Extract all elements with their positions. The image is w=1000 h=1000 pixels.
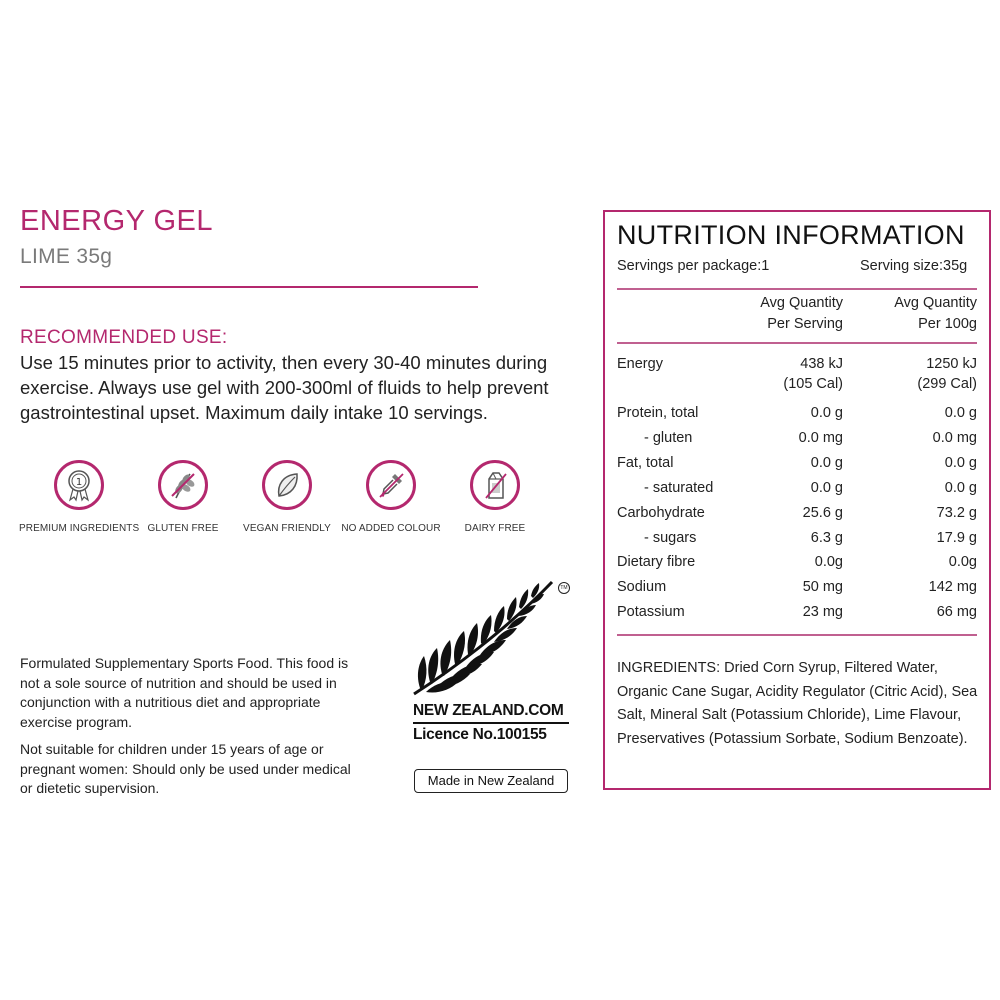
- leaf-icon: [262, 460, 312, 510]
- nutrient-label: Energy: [617, 356, 663, 372]
- title-divider: [20, 286, 478, 288]
- nutrient-label: - gluten: [644, 430, 693, 446]
- per-100g-value: 0.0 g: [944, 480, 977, 496]
- nutrition-divider: [617, 342, 977, 344]
- table-row: [617, 455, 977, 479]
- badge-label: PREMIUM INGREDIENTS: [19, 523, 140, 534]
- ribbon-award-icon: [54, 460, 104, 510]
- nutrient-label: Sodium: [617, 579, 667, 595]
- per-serving-value: 50 mg: [802, 579, 843, 595]
- nutrient-label: Carbohydrate: [617, 505, 705, 521]
- milk-carton-icon: [470, 460, 520, 510]
- ingredients-list: INGREDIENTS: Dried Corn Syrup, Filtered Water, Organic Cane Sugar, Acidity Regulator (Citric Acid), Sea Salt, Mineral Salt (Potassium Chloride), Lime Flavour, Preservatives (Potassium Sorbate, Sodium Benzoate).: [617, 660, 978, 747]
- per-serving-value: 0.0 g: [810, 405, 843, 421]
- per-serving-value: 25.6 g: [802, 505, 843, 521]
- badge-vegan-friendly: [227, 460, 347, 534]
- disclaimer-supplementary-food: Formulated Supplementary Sports Food. This food is not a sole source of nutrition and should be used in conjunction with a nutritious diet and appropriate exercise program.: [20, 655, 349, 730]
- per-100g-value: 0.0g: [948, 554, 977, 570]
- per-100g-value: 0.0 g: [944, 455, 977, 471]
- nz-divider: [413, 722, 569, 724]
- servings-per-package: Servings per package:1: [617, 258, 770, 274]
- product-title: ENERGY GEL: [20, 205, 214, 237]
- nutrition-divider: [617, 288, 977, 290]
- badge-label: DAIRY FREE: [464, 523, 526, 534]
- per-100g-value: 73.2 g: [936, 505, 977, 521]
- column-header-per-100g: [860, 293, 977, 335]
- per-serving-value: 6.3 g: [810, 530, 843, 546]
- dropper-icon: [366, 460, 416, 510]
- nz-brand-text: NEW ZEALAND.COM: [413, 702, 564, 719]
- nutrient-label: Potassium: [617, 604, 685, 620]
- per-100g-value: 1250 kJ: [926, 356, 977, 372]
- product-subtitle: LIME 35g: [20, 245, 113, 268]
- serving-size: Serving size:35g: [860, 258, 968, 274]
- per-serving-value: 0.0 g: [810, 455, 843, 471]
- table-row: [617, 405, 977, 429]
- recommended-use-text: Use 15 minutes prior to activity, then every 30-40 minutes during exercise. Always use gel with 200-300ml of fluids to help prevent gastrointestinal upset. Maximum daily intake 10 servings.: [20, 352, 549, 423]
- per-100g-value: 142 mg: [928, 579, 977, 595]
- per-100g-value: 0.0 mg: [932, 430, 977, 446]
- badge-no-added-colour: [331, 460, 451, 534]
- nutrient-label: Protein, total: [617, 405, 699, 421]
- nutrient-label: Dietary fibre: [617, 554, 696, 570]
- column-header-line: Per 100g: [918, 316, 977, 332]
- nutrition-divider: [617, 634, 977, 636]
- per-100g-value: 0.0 g: [944, 405, 977, 421]
- table-row: [617, 604, 977, 628]
- per-serving-value-secondary: (105 Cal): [783, 376, 843, 392]
- badge-label: VEGAN FRIENDLY: [243, 523, 331, 534]
- table-row: [617, 530, 977, 554]
- made-in-badge: Made in New Zealand: [414, 769, 568, 793]
- table-row: [617, 579, 977, 603]
- nutrient-label: - saturated: [644, 480, 714, 496]
- column-header-line: Avg Quantity: [760, 295, 843, 311]
- per-serving-value: 0.0 g: [810, 480, 843, 496]
- svg-text:1: 1: [75, 477, 83, 488]
- nutrient-label: - sugars: [644, 530, 697, 546]
- wheat-icon: [158, 460, 208, 510]
- column-header-per-serving: [730, 293, 843, 335]
- table-row: [617, 430, 977, 454]
- per-serving-value: 0.0g: [814, 554, 843, 570]
- badge-label: GLUTEN FREE: [147, 523, 219, 534]
- column-header-line: Avg Quantity: [894, 295, 977, 311]
- per-100g-value-secondary: (299 Cal): [917, 376, 977, 392]
- table-row: [617, 554, 977, 578]
- recommended-use-heading: RECOMMENDED USE:: [20, 327, 228, 348]
- table-row: [617, 505, 977, 529]
- badge-premium-ingredients: [19, 460, 139, 534]
- nz-licence-number: Licence No.100155: [413, 726, 547, 743]
- badge-gluten-free: [123, 460, 243, 534]
- table-row: [617, 480, 977, 504]
- per-serving-value: 0.0 mg: [798, 430, 843, 446]
- per-serving-value: 23 mg: [802, 604, 843, 620]
- badge-label: NO ADDED COLOUR: [341, 523, 441, 534]
- badge-dairy-free: [435, 460, 555, 534]
- column-header-line: Per Serving: [767, 316, 843, 332]
- table-row: [617, 356, 977, 400]
- nutrition-title: NUTRITION INFORMATION: [617, 220, 965, 250]
- trademark-symbol: TM: [558, 582, 570, 594]
- per-100g-value: 17.9 g: [936, 530, 977, 546]
- nutrient-label: Fat, total: [617, 455, 674, 471]
- per-serving-value: 438 kJ: [800, 356, 843, 372]
- disclaimer-suitability: Not suitable for children under 15 years of age or pregnant women: Should only be used under medical or dietetic supervision.: [20, 741, 351, 796]
- silver-fern-logo: [410, 576, 560, 700]
- per-100g-value: 66 mg: [936, 604, 977, 620]
